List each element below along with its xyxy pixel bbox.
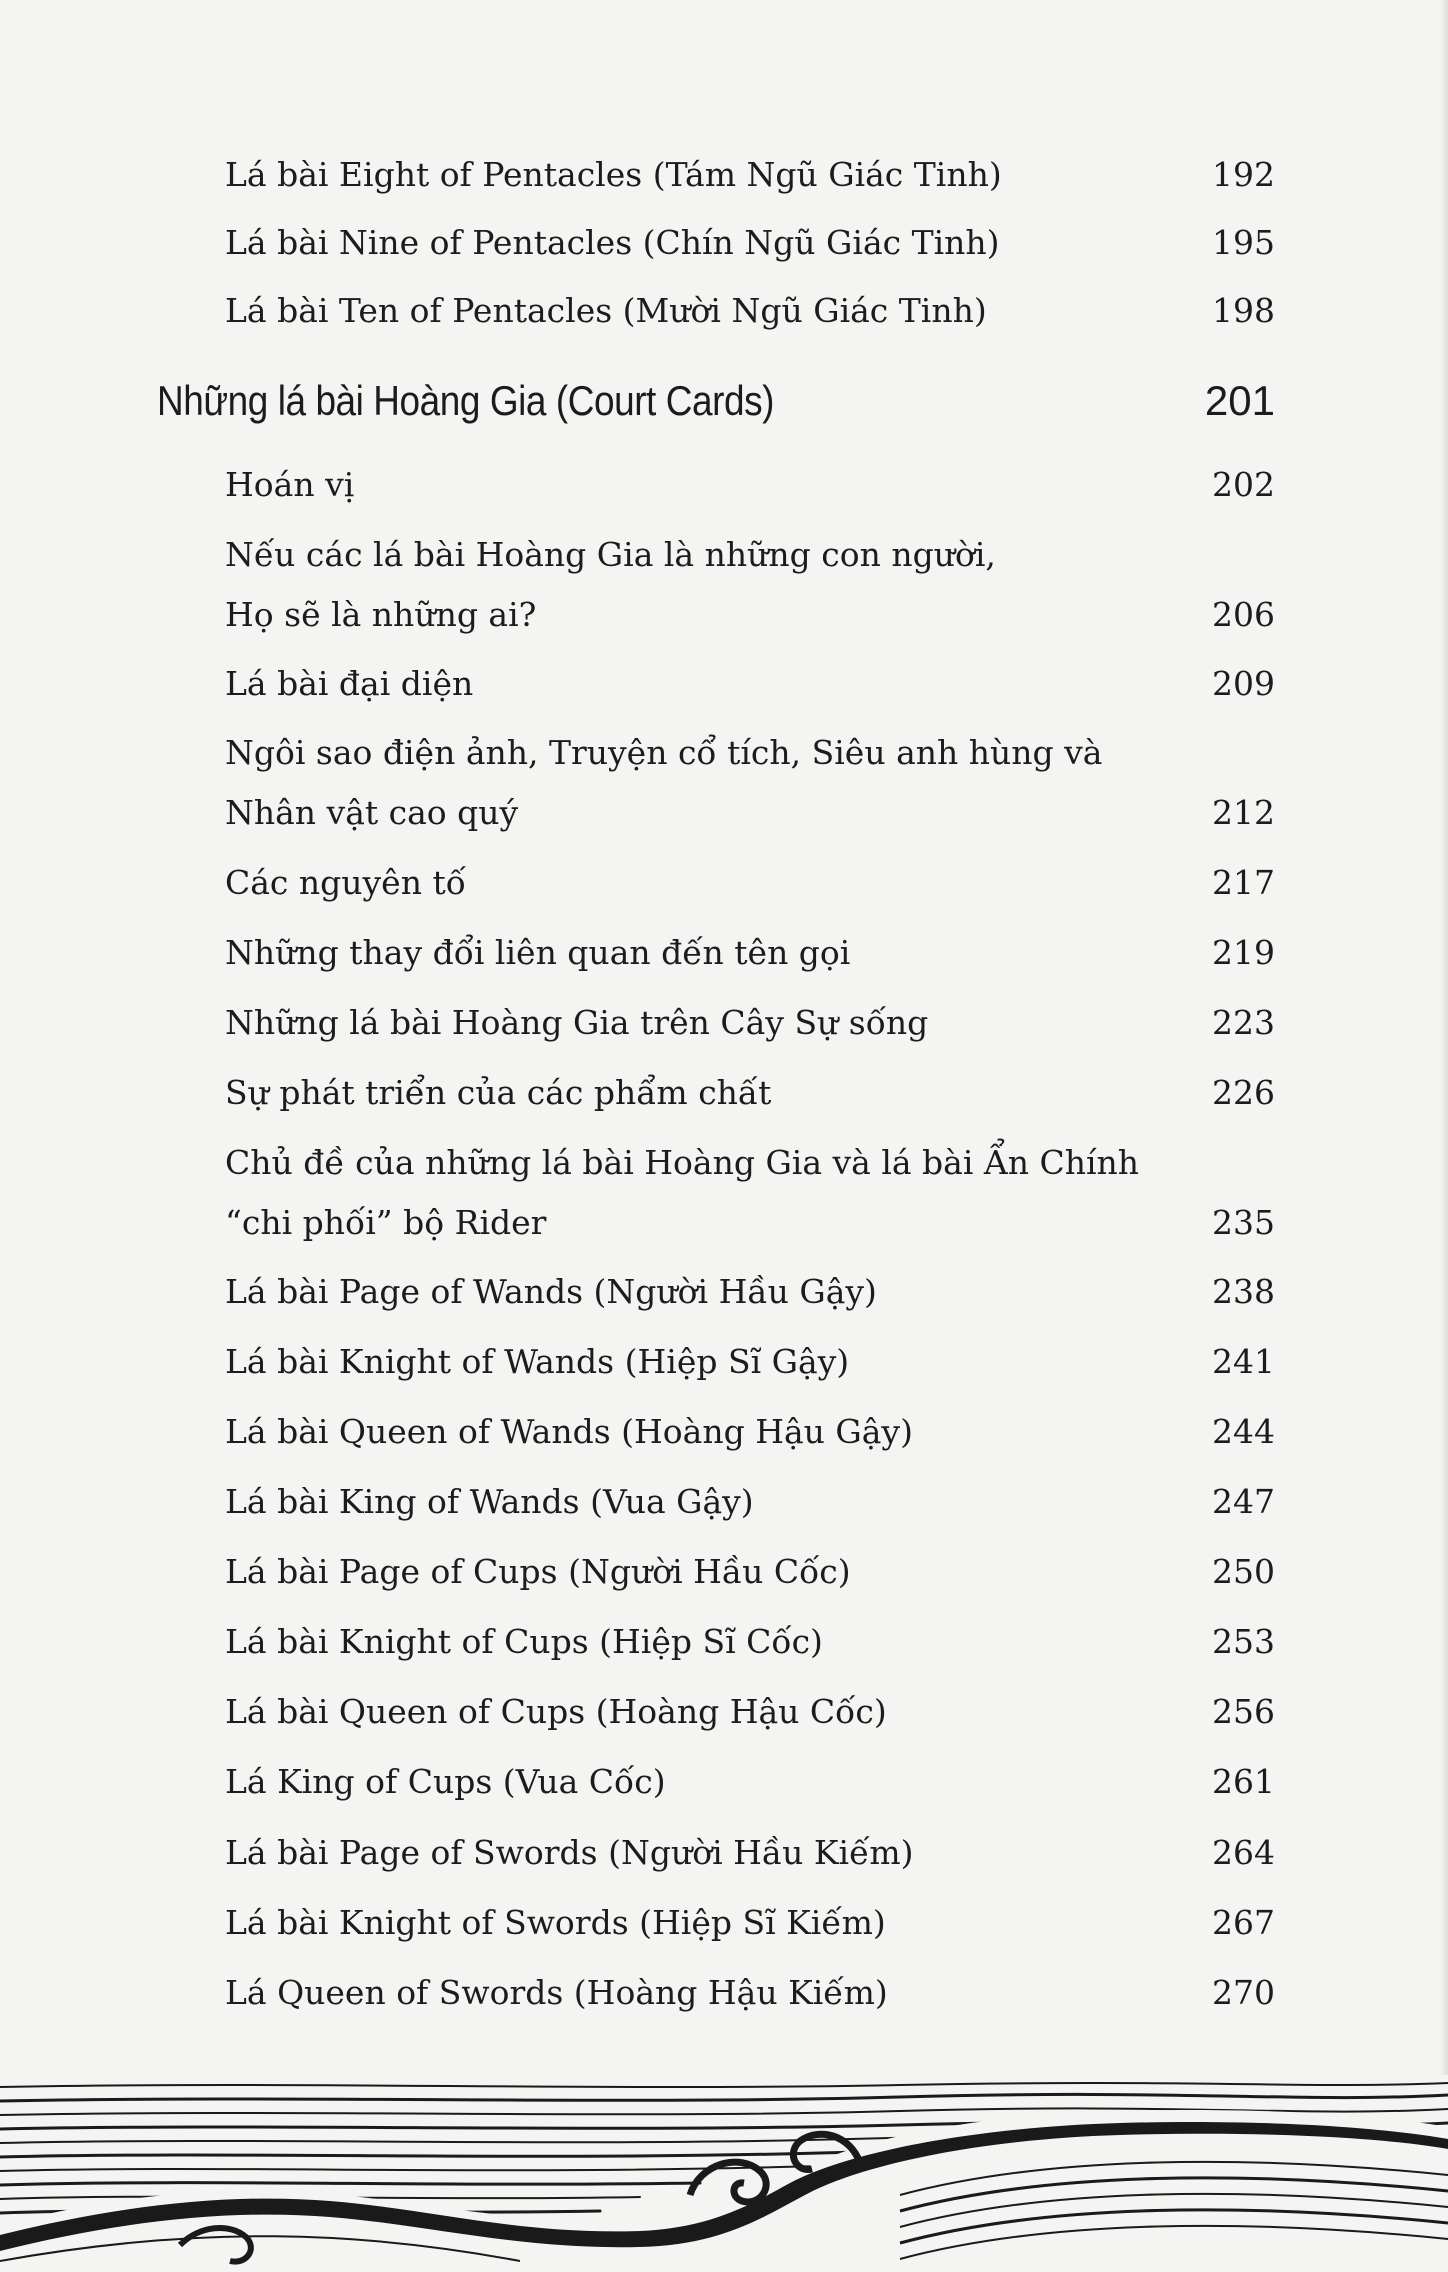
toc-entry-page: 238: [1212, 1272, 1275, 1311]
toc-entry-title: Lá bài Ten of Pentacles (Mười Ngũ Giác Tinh): [225, 291, 987, 330]
toc-entry-title: Hoán vị: [225, 465, 355, 504]
toc-entry-page: 206: [1212, 595, 1275, 634]
toc-entry-page: 226: [1212, 1073, 1275, 1112]
toc-entry-page: 253: [1212, 1622, 1275, 1661]
toc-entry-title: Lá bài Eight of Pentacles (Tám Ngũ Giác Tinh): [225, 155, 1002, 194]
toc-entry-title: Lá bài Page of Wands (Người Hầu Gậy): [225, 1272, 877, 1311]
toc-entry-page: 247: [1212, 1482, 1275, 1521]
toc-entry-title-line2: Nhân vật cao quý: [225, 793, 519, 832]
toc-entry-page: 267: [1212, 1903, 1275, 1942]
page-edge-shadow: [1440, 0, 1448, 2272]
toc-entry-page: 192: [1212, 155, 1275, 194]
toc-entry-title: Lá bài Queen of Wands (Hoàng Hậu Gậy): [225, 1412, 913, 1451]
toc-entry-page: 223: [1212, 1003, 1275, 1042]
toc-entry-title: Các nguyên tố: [225, 863, 466, 902]
toc-entry-title: Chủ đề của những lá bài Hoàng Gia và lá bài Ẩn Chính: [225, 1143, 1140, 1182]
decorative-footer-ornament: [0, 2075, 1448, 2272]
toc-entry-title: Những lá bài Hoàng Gia trên Cây Sự sống: [225, 1003, 929, 1042]
toc-entry-page: 209: [1212, 664, 1275, 703]
toc-entry-title: Lá bài Knight of Cups (Hiệp Sĩ Cốc): [225, 1622, 823, 1661]
toc-entry-title: Lá bài Page of Swords (Người Hầu Kiếm): [225, 1833, 914, 1872]
toc-entry-page: 198: [1212, 291, 1275, 330]
toc-entry-title-line2: Họ sẽ là những ai?: [225, 595, 537, 634]
toc-entry-page: 270: [1212, 1973, 1275, 2012]
toc-entry-title: Lá King of Cups (Vua Cốc): [225, 1762, 666, 1801]
toc-entry-page: 256: [1212, 1692, 1275, 1731]
toc-entry-title: Lá bài Knight of Swords (Hiệp Sĩ Kiếm): [225, 1903, 886, 1942]
toc-entry-page: 250: [1212, 1552, 1275, 1591]
toc-entry-page: 261: [1212, 1762, 1275, 1801]
toc-entry-page: 195: [1212, 223, 1275, 262]
toc-entry-title: Những thay đổi liên quan đến tên gọi: [225, 933, 851, 972]
toc-entry-title-line2: “chi phối” bộ Rider: [225, 1203, 547, 1242]
toc-entry-title: Lá bài Nine of Pentacles (Chín Ngũ Giác Tinh): [225, 223, 1000, 262]
toc-entry-page: 202: [1212, 465, 1275, 504]
toc-section-title: Những lá bài Hoàng Gia (Court Cards): [157, 377, 774, 424]
toc-entry-page: 264: [1212, 1833, 1275, 1872]
toc-entry-title: Nếu các lá bài Hoàng Gia là những con người,: [225, 535, 996, 574]
toc-entry-page: 244: [1212, 1412, 1275, 1451]
toc-entry-title: Lá bài Queen of Cups (Hoàng Hậu Cốc): [225, 1692, 887, 1731]
toc-entry-page: 217: [1212, 863, 1275, 902]
toc-entry-title: Ngôi sao điện ảnh, Truyện cổ tích, Siêu anh hùng và: [225, 733, 1103, 772]
toc-entry-page: 219: [1212, 933, 1275, 972]
toc-entry-title: Lá bài Page of Cups (Người Hầu Cốc): [225, 1552, 851, 1591]
toc-entry-title: Sự phát triển của các phẩm chất: [225, 1073, 772, 1112]
toc-entry-title: Lá bài Knight of Wands (Hiệp Sĩ Gậy): [225, 1342, 850, 1381]
toc-entry-title: Lá Queen of Swords (Hoàng Hậu Kiếm): [225, 1973, 888, 2012]
toc-entry-title: Lá bài King of Wands (Vua Gậy): [225, 1482, 754, 1521]
toc-entry-page: 235: [1212, 1203, 1275, 1242]
toc-entry-title: Lá bài đại diện: [225, 664, 474, 703]
toc-entry-page: 241: [1212, 1342, 1275, 1381]
toc-section-page: 201: [1204, 377, 1275, 424]
toc-entry-page: 212: [1212, 793, 1275, 832]
